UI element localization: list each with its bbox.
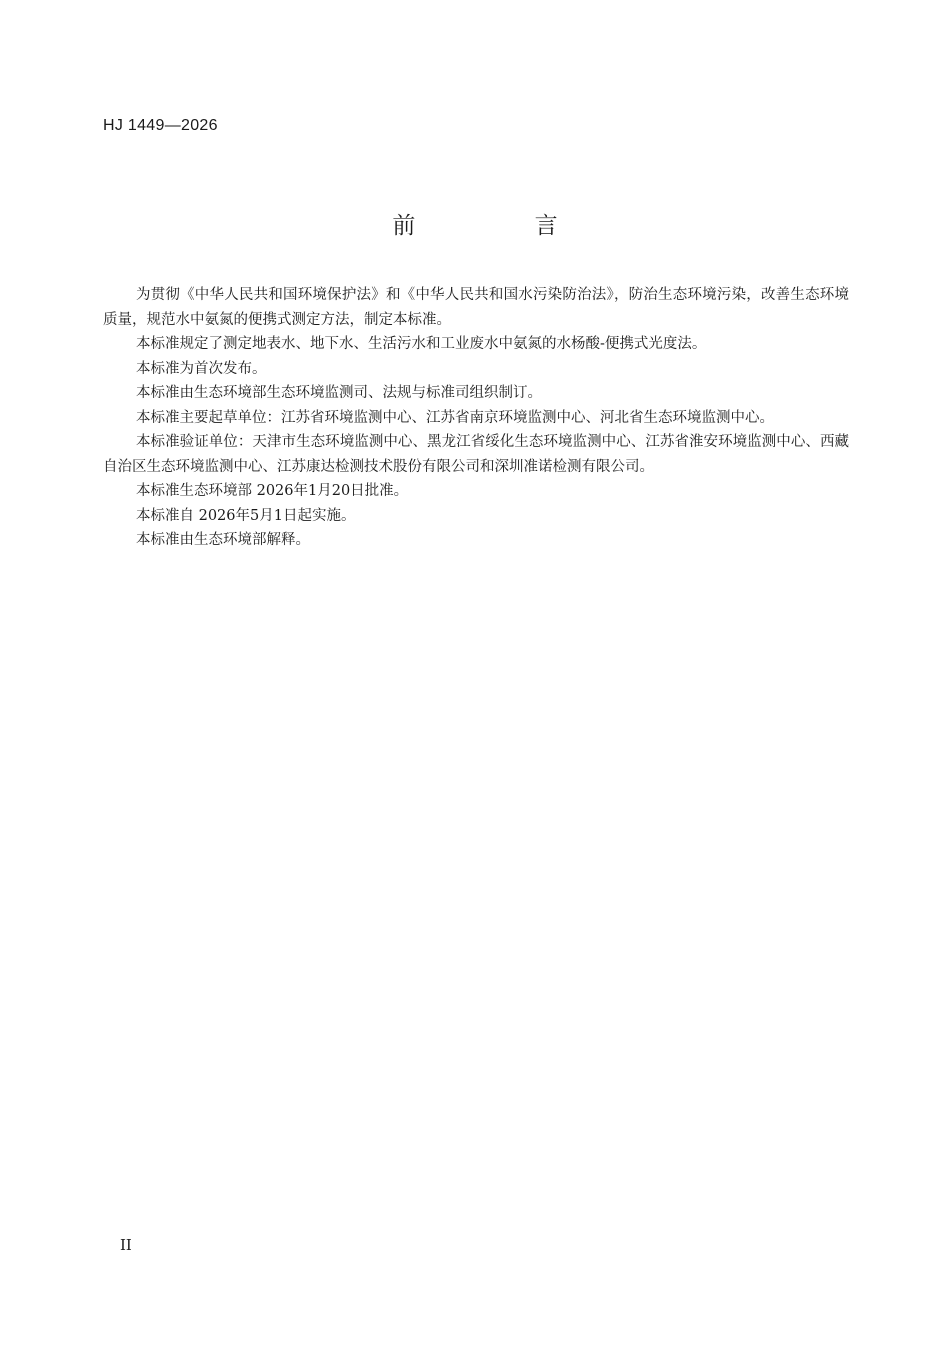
foreword-body xyxy=(103,283,849,553)
page-title: 前 言 xyxy=(392,213,614,239)
paragraph-drafting-units: 本标准主要起草单位：江苏省环境监测中心、江苏省南京环境监测中心、河北省生态环境监测中心。 xyxy=(136,409,774,426)
paragraph-scope: 本标准规定了测定地表水、地下水、生活污水和工业废水中氨氮的水杨酸-便携式光度法。 xyxy=(136,336,707,352)
paragraph-approval-date: 本标准生态环境部 2026年1月20日批准。 xyxy=(136,483,409,499)
paragraph-effective-date: 本标准自 2026年5月1日起实施。 xyxy=(136,507,356,524)
paragraph-organizer: 本标准由生态环境部生态环境监测司、法规与标准司组织制订。 xyxy=(136,385,542,401)
paragraph-first-release: 本标准为首次发布。 xyxy=(136,360,267,377)
paragraph-purpose: 为贯彻《中华人民共和国环境保护法》和《中华人民共和国水污染防治法》，防治生态环境污染，改善生态环境质量，规范水中氨氮的便携式测定方法，制定本标准。 xyxy=(103,287,849,328)
page-number: II xyxy=(120,1236,132,1254)
paragraph-interpretation: 本标准由生态环境部解释。 xyxy=(136,532,310,548)
paragraph-verification-units: 本标准验证单位：天津市生态环境监测中心、黑龙江省绥化生态环境监测中心、江苏省淮安环境监测中心、西藏自治区生态环境监测中心、江苏康达检测技术股份有限公司和深圳准诺检测有限公司。 xyxy=(103,434,849,475)
standard-code: HJ 1449—2026 xyxy=(103,117,218,134)
